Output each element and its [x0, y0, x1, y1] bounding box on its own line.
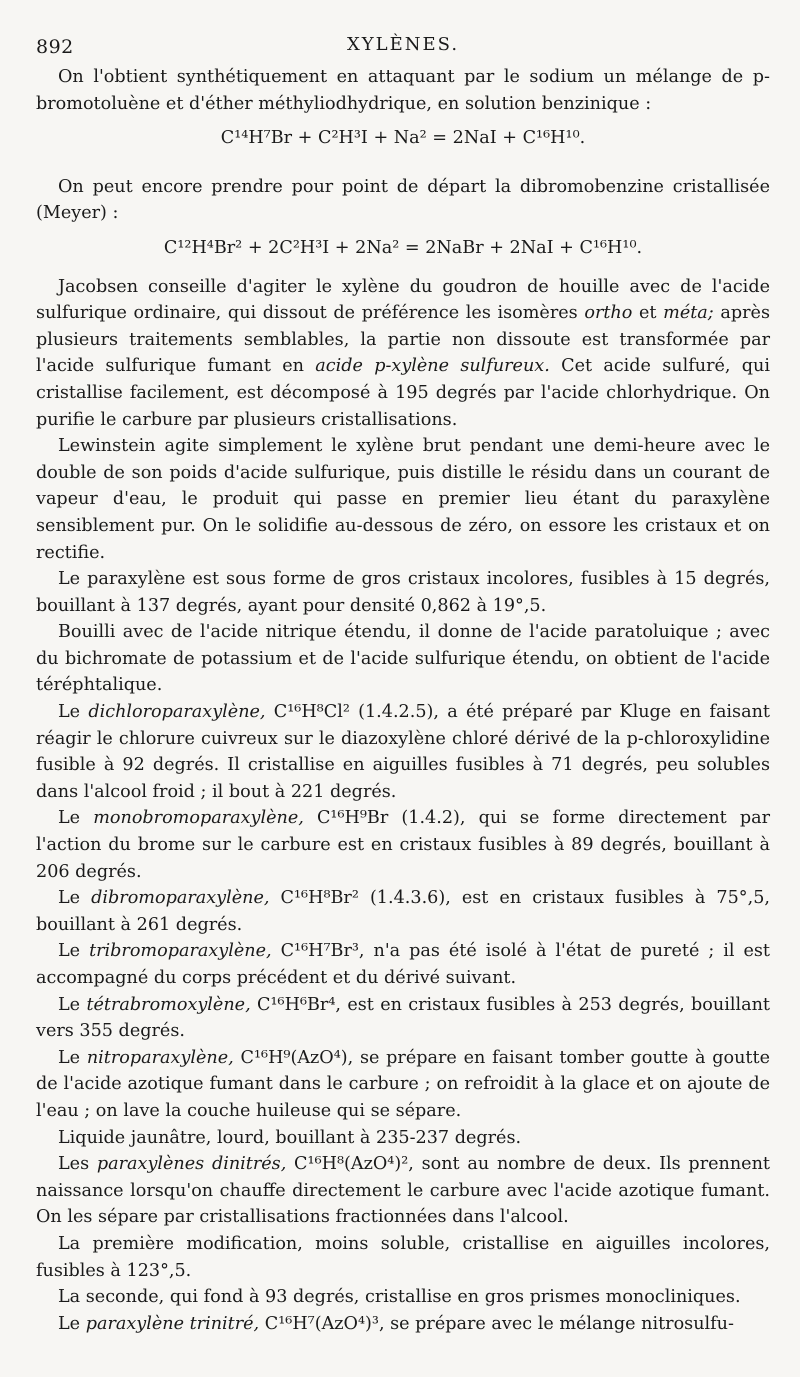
paragraph-text: Cet acide sulfuré, qui cristallise facilement, est décomposé à 195 degrés par l'acide chlorhydrique. On purifie le carbure par plusieurs cristallisations.: [36, 356, 770, 430]
paragraph: [36, 805, 770, 885]
paragraph-text: Le: [58, 1047, 87, 1068]
paragraph: [36, 938, 770, 991]
paragraph: [36, 64, 770, 117]
italic-term: tribromoparaxylène,: [89, 941, 272, 962]
paragraph-text: On l'obtient synthétiquement en attaquant par le sodium un mélange de p-bromotoluène et d'éther méthyliodhydrique, en solution benzinique :: [36, 67, 770, 114]
paragraph-text: Bouilli avec de l'acide nitrique étendu, il donne de l'acide paratoluique ; avec du bichromate de potassium et de l'acide sulfurique étendu, on obtient de l'acide téréphtalique.: [36, 622, 770, 696]
paragraph-text: C¹⁶H⁸(AzO⁴)², sont au nombre de deux. Ils prennent naissance lorsqu'on chauffe directement le carbure avec l'acide azotique fumant. On les sépare par cristallisations fractionnées dans l'alcool.: [36, 1154, 770, 1228]
paragraph-text: C¹⁶H⁸Cl² (1.4.2.5), a été préparé par Kluge en faisant réagir le chlorure cuivreux sur le diazoxylène chloré dérivé de la p-chloroxylidine fusible à 92 degrés. Il cristallise en aiguilles fusibles à 71 degrés, peu solubles dans l'alcool froid ; il bout à 221 degrés.: [36, 702, 770, 802]
paragraph-text: C¹⁶H⁹(AzO⁴), se prépare en faisant tomber goutte à goutte de l'acide azotique fumant dans le carbure ; on refroidit à la glace et on ajoute de l'eau ; on lave la couche huileuse qui se sépare.: [36, 1047, 770, 1121]
page-number: 892: [36, 36, 74, 58]
paragraph-text: Lewinstein agite simplement le xylène brut pendant une demi-heure avec le double de son poids d'acide sulfurique, puis distille le résidu dans un courant de vapeur d'eau, le produit qui passe en premier lieu étant du paraxylène sensiblement pur. On le solidifie au-dessous de zéro, on essore les cristaux et on rectifie.: [36, 436, 770, 563]
paragraph-text: Le: [58, 808, 94, 829]
italic-term: dichloroparaxylène,: [88, 702, 266, 723]
paragraph: [36, 992, 770, 1045]
running-title: XYLÈNES.: [346, 34, 460, 55]
italic-term: monobromoparaxylène,: [93, 808, 304, 829]
paragraph-text: La seconde, qui fond à 93 degrés, cristallise en gros prismes monocliniques.: [58, 1287, 741, 1308]
italic-term: nitroparaxylène,: [86, 1047, 234, 1068]
paragraph-text: Les: [58, 1154, 97, 1175]
paragraph: [36, 1151, 770, 1231]
paragraph-text: Le: [58, 941, 90, 962]
paragraph: [36, 885, 770, 938]
paragraph-text: Le paraxylène est sous forme de gros cristaux incolores, fusibles à 15 degrés, bouillant à 137 degrés, ayant pour densité 0,862 à 19°,5.: [36, 569, 770, 616]
page-header: [36, 28, 770, 64]
italic-term: paraxylènes dinitrés,: [96, 1154, 287, 1175]
paragraph: [36, 174, 770, 227]
paragraph-text: La première modification, moins soluble, cristallise en aiguilles incolores, fusibles à 123°,5.: [36, 1233, 770, 1281]
paragraph: [36, 1311, 770, 1338]
formula: C¹⁴H⁷Br + C²H³I + Na² = 2NaI + C¹⁶H¹⁰.: [220, 128, 586, 149]
paragraph: [36, 699, 770, 805]
italic-term: acide p-xylène sulfureux.: [315, 356, 550, 377]
paragraph-text: Jacobsen conseille d'agiter le xylène du goudron de houille avec de l'acide sulfurique ordinaire, qui dissout de préférence les isomères: [36, 276, 770, 324]
paragraph-text: et: [632, 303, 664, 324]
body-text: [36, 64, 770, 1337]
paragraph-text: Le: [58, 994, 87, 1015]
italic-term: ortho: [584, 303, 633, 324]
paragraph-text: après plusieurs traitements semblables, la partie non dissoute est transformée par l'acide sulfurique fumant en: [36, 303, 770, 377]
paragraph-text: Liquide jaunâtre, lourd, bouillant à 235-237 degrés.: [58, 1127, 522, 1148]
italic-term: dibromoparaxylène,: [91, 888, 270, 909]
paragraph-text: C¹⁶H⁸Br² (1.4.3.6), est en cristaux fusibles à 75°,5, bouillant à 261 degrés.: [36, 888, 770, 935]
italic-term: méta;: [663, 303, 714, 324]
italic-term: tétrabromoxylène,: [86, 994, 251, 1015]
formula: C¹²H⁴Br² + 2C²H³I + 2Na² = 2NaBr + 2NaI + C¹⁶H¹⁰.: [163, 237, 643, 258]
paragraph: [36, 274, 770, 434]
paragraph-text: C¹⁶H⁷(AzO⁴)³, se prépare avec le mélange nitrosulfu-: [259, 1313, 734, 1334]
italic-term: paraxylène trinitré,: [85, 1313, 260, 1334]
paragraph: [36, 433, 770, 566]
paragraph-text: Le: [58, 1313, 86, 1334]
paragraph: [36, 1045, 770, 1125]
paragraph-text: Le: [58, 702, 89, 723]
paragraph: [36, 1231, 770, 1284]
paragraph-text: Le: [58, 888, 92, 909]
paragraph: [36, 1125, 770, 1152]
paragraph: [36, 619, 770, 699]
paragraph-text: C¹⁶H⁹Br (1.4.2), qui se forme directement par l'action du brome sur le carbure est en cristaux fusibles à 89 degrés, bouillant à 206 degrés.: [36, 808, 770, 882]
paragraph-text: C¹⁶H⁶Br⁴, est en cristaux fusibles à 253 degrés, bouillant vers 355 degrés.: [36, 994, 770, 1042]
paragraph-text: C¹⁶H⁷Br³, n'a pas été isolé à l'état de pureté ; il est accompagné du corps précédent et du dérivé suivant.: [36, 941, 770, 988]
paragraph: [36, 1284, 770, 1311]
paragraph: [36, 566, 770, 619]
paragraph-text: On peut encore prendre pour point de départ la dibromobenzine cristallisée (Meyer) :: [36, 176, 770, 224]
